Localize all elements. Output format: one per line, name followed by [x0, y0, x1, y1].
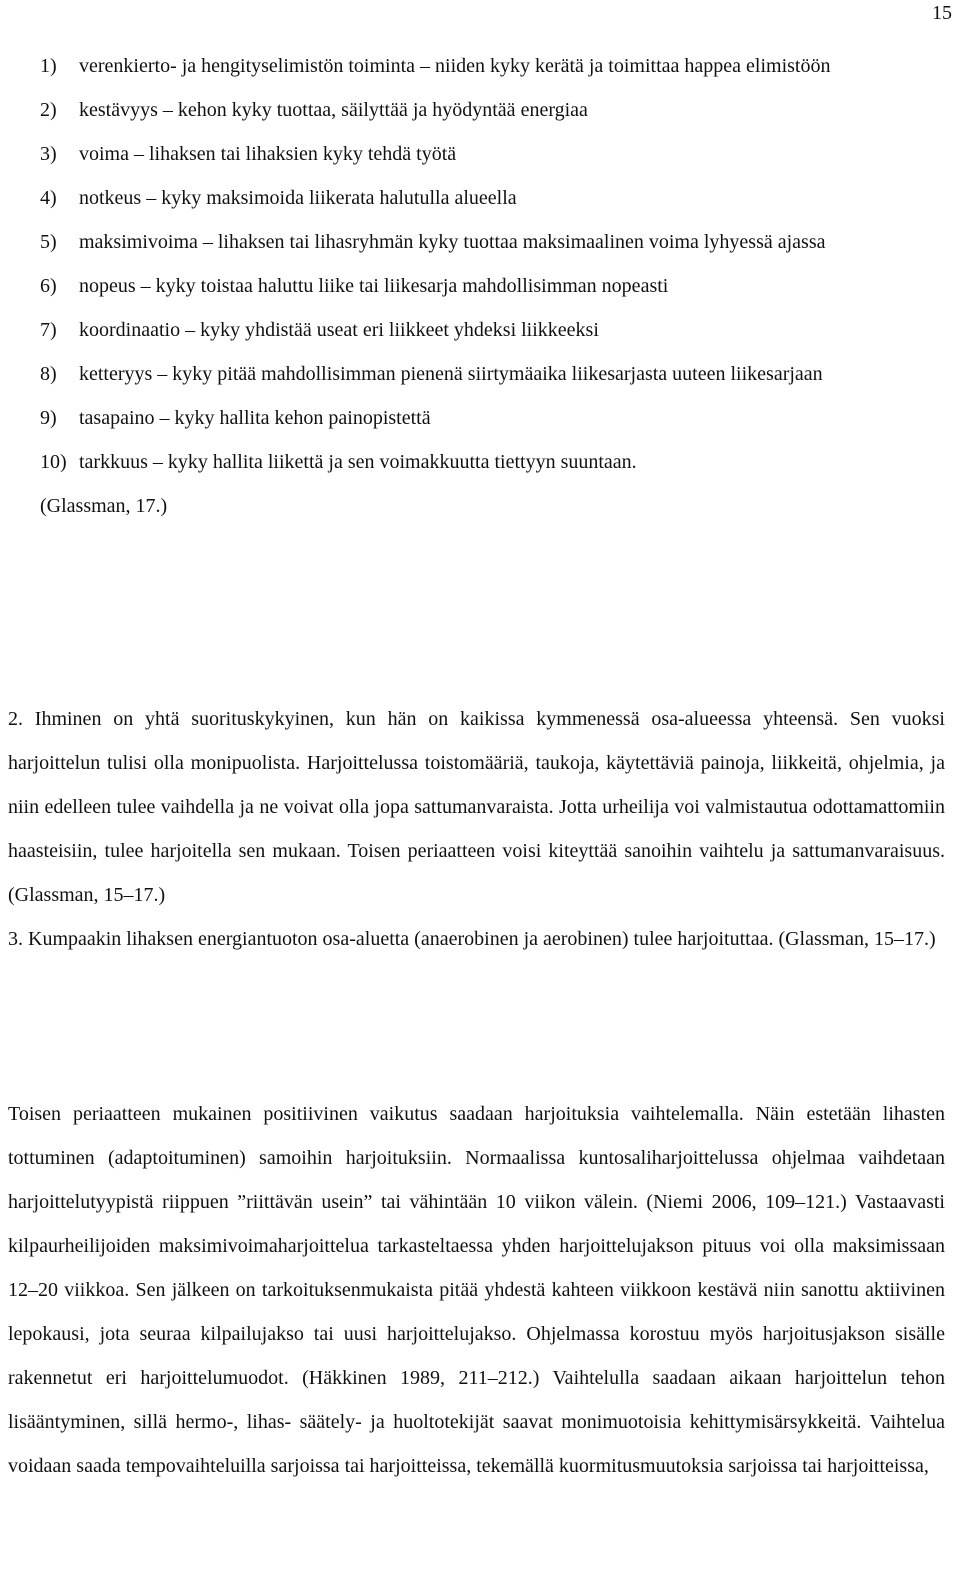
list-item	[40, 308, 945, 352]
list-item	[40, 440, 945, 484]
list-item-number: 8)	[40, 363, 57, 385]
list-item-text: notkeus – kyky maksimoida liikerata halutulla alueella	[79, 187, 517, 209]
list-item	[40, 88, 945, 132]
paragraph-second-principle: 2. Ihminen on yhtä suorituskykyinen, kun hän on kaikissa kymmenessä osa-alueessa yhteensä. Sen vuoksi harjoittelun tulisi olla monipuolista. Harjoittelussa toistomääriä, taukoja, käytettäviä painoja, liikkeitä, ohjelmia, ja niin edelleen tulee vaihdella ja ne voivat olla jopa sattumanvaraista. Jotta urheilija voi valmistautua odottamattomiin haasteisiin, tulee harjoitella sen mukaan. Toisen periaatteen voisi kiteyttää sanoihin vaihtelu ja sattumanvaraisuus. (Glassman, 15–17.)	[8, 708, 945, 906]
list-item-text: ketteryys – kyky pitää mahdollisimman pienenä siirtymäaika liikesarjasta uuteen liikesarjaan	[79, 363, 823, 385]
list-item-number: 7)	[40, 319, 57, 341]
list-citation: (Glassman, 17.)	[40, 495, 168, 517]
paragraph-third-principle: 3. Kumpaakin lihaksen energiantuoton osa-aluetta (anaerobinen ja aerobinen) tulee harjoituttaa. (Glassman, 15–17.)	[8, 928, 936, 950]
list-item-number: 2)	[40, 99, 57, 121]
paragraph-variation: Toisen periaatteen mukainen positiivinen vaikutus saadaan harjoituksia vaihtelemalla. Näin estetään lihasten tottuminen (adaptoituminen) samoihin harjoituksiin. Normaalissa kuntosaliharjoittelussa ohjelmaa vaihdetaan harjoittelutyypistä riippuen ”riittävän usein” tai vähintään 10 viikon välein. (Niemi 2006, 109–121.) Vastaavasti kilpaurheilijoiden maksimivoimaharjoittelua tarkasteltaessa yhden harjoittelujakson pituus voi olla maksimissaan 12–20 viikkoa. Sen jälkeen on tarkoituksenmukaista pitää yhdestä kahteen viikkoon kestävä niin sanottu aktiivinen lepokausi, jota seuraa kilpailujakso tai uusi harjoittelujakso. Ohjelmassa korostuu myös harjoitusjakson sisälle rakennetut eri harjoittelumuodot. (Häkkinen 1989, 211–212.) Vaihtelulla saadaan aikaan harjoittelun tehon lisääntyminen, sillä hermo-, lihas- säätely- ja huoltotekijät saavat monimuotoisia kehittymisärsykkeitä. Vaihtelua voidaan saada tempovaihteluilla sarjoissa tai harjoitteissa, tekemällä kuormitusmuutoksia sarjoissa tai harjoitteissa,	[8, 1103, 945, 1477]
list-item	[40, 176, 945, 220]
list-item-text: verenkierto- ja hengityselimistön toiminta – niiden kyky kerätä ja toimittaa happea elimistöön	[79, 55, 831, 77]
variation-paragraph-section	[8, 1092, 945, 1488]
list-item-text: maksimivoima – lihaksen tai lihasryhmän kyky tuottaa maksimaalinen voima lyhyessä ajassa	[79, 231, 826, 253]
list-item-number: 10)	[40, 451, 67, 473]
list-item-text: voima – lihaksen tai lihaksien kyky tehdä työtä	[79, 143, 457, 165]
list-item-text: tarkkuus – kyky hallita liikettä ja sen voimakkuutta tiettyyn suuntaan.	[79, 451, 637, 473]
list-item-number: 5)	[40, 231, 57, 253]
list-item	[40, 132, 945, 176]
list-item	[40, 352, 945, 396]
list-item	[40, 220, 945, 264]
page-number: 15	[932, 2, 952, 24]
list-item-text: kestävyys – kehon kyky tuottaa, säilyttää ja hyödyntää energiaa	[79, 99, 588, 121]
list-item	[40, 396, 945, 440]
fitness-components-list	[40, 44, 945, 528]
list-item-number: 3)	[40, 143, 57, 165]
list-item-number: 6)	[40, 275, 57, 297]
list-item-number: 4)	[40, 187, 57, 209]
list-item	[40, 264, 945, 308]
principles-section	[8, 697, 945, 961]
list-item-text: koordinaatio – kyky yhdistää useat eri liikkeet yhdeksi liikkeeksi	[79, 319, 599, 341]
list-item-text: tasapaino – kyky hallita kehon painopistettä	[79, 407, 431, 429]
list-item-number: 9)	[40, 407, 57, 429]
list-item-text: nopeus – kyky toistaa haluttu liike tai liikesarja mahdollisimman nopeasti	[79, 275, 669, 297]
list-item	[40, 44, 945, 88]
list-item-number: 1)	[40, 55, 57, 77]
